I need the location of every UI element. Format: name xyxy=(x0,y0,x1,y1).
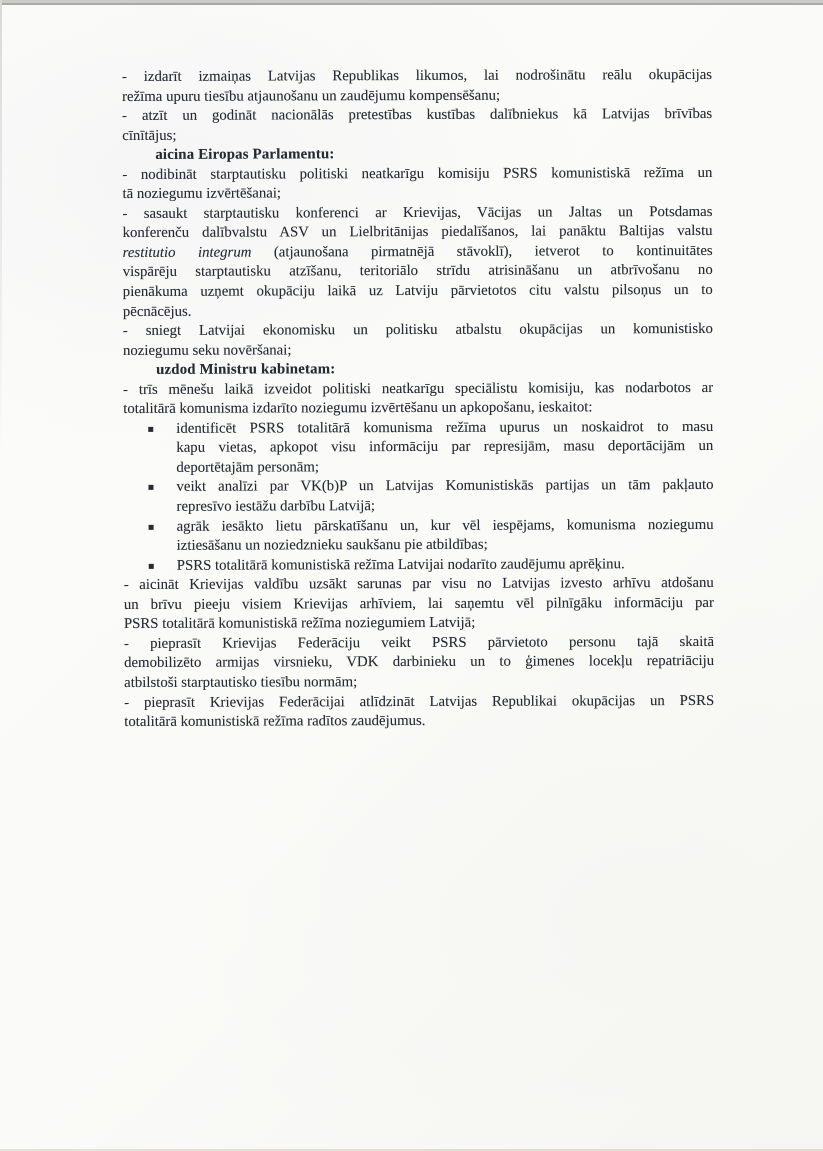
text-line: - pieprasīt Krievijas Federāciju veikt PSRS pārvietoto personu tajā skaitā xyxy=(123,633,715,652)
square-bullet-icon xyxy=(149,524,154,529)
square-bullet-icon xyxy=(149,564,154,569)
bullet-item xyxy=(124,555,714,577)
text-line: - trīs mēnešu laikā izveidot politiski neatkarīgu speciālistu komisiju, kas nodarbotos ar xyxy=(123,379,714,398)
paragraph xyxy=(124,633,714,694)
text-line: identificēt PSRS totalitārā komunisma režīma upurus un noskaidrot to masu xyxy=(176,418,714,437)
text-line: iztiesāšanu un noziedznieku saukšanu pie atbildības; xyxy=(176,536,488,554)
paragraph xyxy=(124,574,714,635)
paragraph xyxy=(124,691,714,732)
bullet-item xyxy=(123,476,713,517)
text-line: atbilstoši starptautisko tiesību normām; xyxy=(124,674,358,691)
scan-edge-top-line xyxy=(0,3,823,5)
text-line: demobilizēto armijas virsnieku, VDK darbinieku un to ģimenes locekļu repatriāciju xyxy=(124,653,715,672)
bullet-list xyxy=(123,418,714,576)
text-line: - nodibināt starptautisku politiski neatkarīgu komisiju PSRS komunistiskā režīma un xyxy=(122,164,713,183)
text-line: konferenču dalībvalstu ASV un Lielbritānijas piedalīšanos, lai panāktu Baltijas valstu xyxy=(122,223,713,242)
text-line: totalitārā komunisma izdarīto noziegumu izvērtēšanu un apkopošanu, ieskaitot: xyxy=(123,399,593,418)
text-line: - aicināt Krievijas valdību uzsākt sarunas par visu no Latvijas izvesto arhīvu atdošanu xyxy=(123,575,714,594)
text-line: - izdarīt izmaiņas Latvijas Republikas likumos, lai nodrošinātu reālu okupācijas xyxy=(122,66,713,85)
latin-phrase-italic: restitutio integrum xyxy=(122,244,252,261)
square-bullet-icon xyxy=(148,427,153,432)
text-line: - sasaukt starptautisku konferenci ar Krievijas, Vācijas un Jaltas un Potsdamas xyxy=(122,203,713,222)
document-text-block xyxy=(122,66,714,733)
text-line: un brīvu pieeju visiem Krievijas arhīviem, lai saņemtu vēl pilnīgāku informāciju par xyxy=(123,594,714,613)
scan-edge-left xyxy=(0,0,2,460)
text-line: - sniegt Latvijai ekonomisku un politisku atbalstu okupācijas un komunistisko xyxy=(122,321,713,340)
paragraph xyxy=(122,164,712,205)
text-line: - pieprasīt Krievijas Federācijai atlīdzināt Latvijas Republikai okupācijas un PSRS xyxy=(124,692,715,711)
section-heading: aicina Eiropas Parlamentu: xyxy=(155,146,335,164)
paragraph xyxy=(122,66,712,107)
text-line: represīvo iestāžu darbību Latvijā; xyxy=(176,498,376,515)
square-bullet-icon xyxy=(148,485,153,490)
bullet-item xyxy=(123,418,713,479)
paragraph xyxy=(123,379,713,420)
text-line: deportētajām personām; xyxy=(176,459,320,476)
bullet-item xyxy=(124,516,714,557)
text-line: totalitārā komunistiskā režīma radītos zaudējumus. xyxy=(124,712,426,731)
paragraph xyxy=(122,203,712,322)
text-line: tā noziegumu izvērtēšanai; xyxy=(122,185,282,203)
text-line: vispārēju starptautisku atzīšanu, teritoriālo strīdu atrisināšanu un atbrīvošanu no xyxy=(122,262,713,281)
text-segment: (atjaunošana pirmatnējā stāvoklī), ietverot to kontinuitātes xyxy=(251,242,713,261)
text-line: kapu vietas, apkopot visu informāciju par represijām, masu deportācijām un xyxy=(176,438,714,457)
text-line: noziegumu seku novēršanai; xyxy=(122,342,292,359)
text-line xyxy=(123,242,713,264)
text-line: PSRS totalitārā komunistiskā režīma noziegumiem Latvijā; xyxy=(123,615,476,633)
paragraph xyxy=(123,320,713,361)
text-line: režīma upuru tiesību atjaunošanu un zaudējumu kompensēšanu; xyxy=(122,87,501,105)
text-line: - atzīt un godināt nacionālās pretestības kustības dalībniekus kā Latvijas brīvības xyxy=(122,106,713,125)
text-line: pienākuma uzņemt okupāciju laikā uz Latviju pārvietotos citu valstu pilsoņus un to xyxy=(122,281,713,301)
text-line: agrāk iesākto lietu pārskatīšanu un, kur vēl iespējams, komunisma noziegumu xyxy=(176,516,714,535)
section-heading: uzdod Ministru kabinetam: xyxy=(156,361,336,379)
text-line: PSRS totalitārā komunistiskā režīma Latvijai nodarīto zaudējumu aprēķinu. xyxy=(176,555,625,574)
text-line: veikt analīzi par VK(b)P un Latvijas Komunistiskās partijas un tām pakļauto xyxy=(176,477,714,496)
text-line: pēcnācējus. xyxy=(122,303,192,320)
text-line: cīnītājus; xyxy=(122,127,177,144)
paragraph xyxy=(122,105,712,146)
